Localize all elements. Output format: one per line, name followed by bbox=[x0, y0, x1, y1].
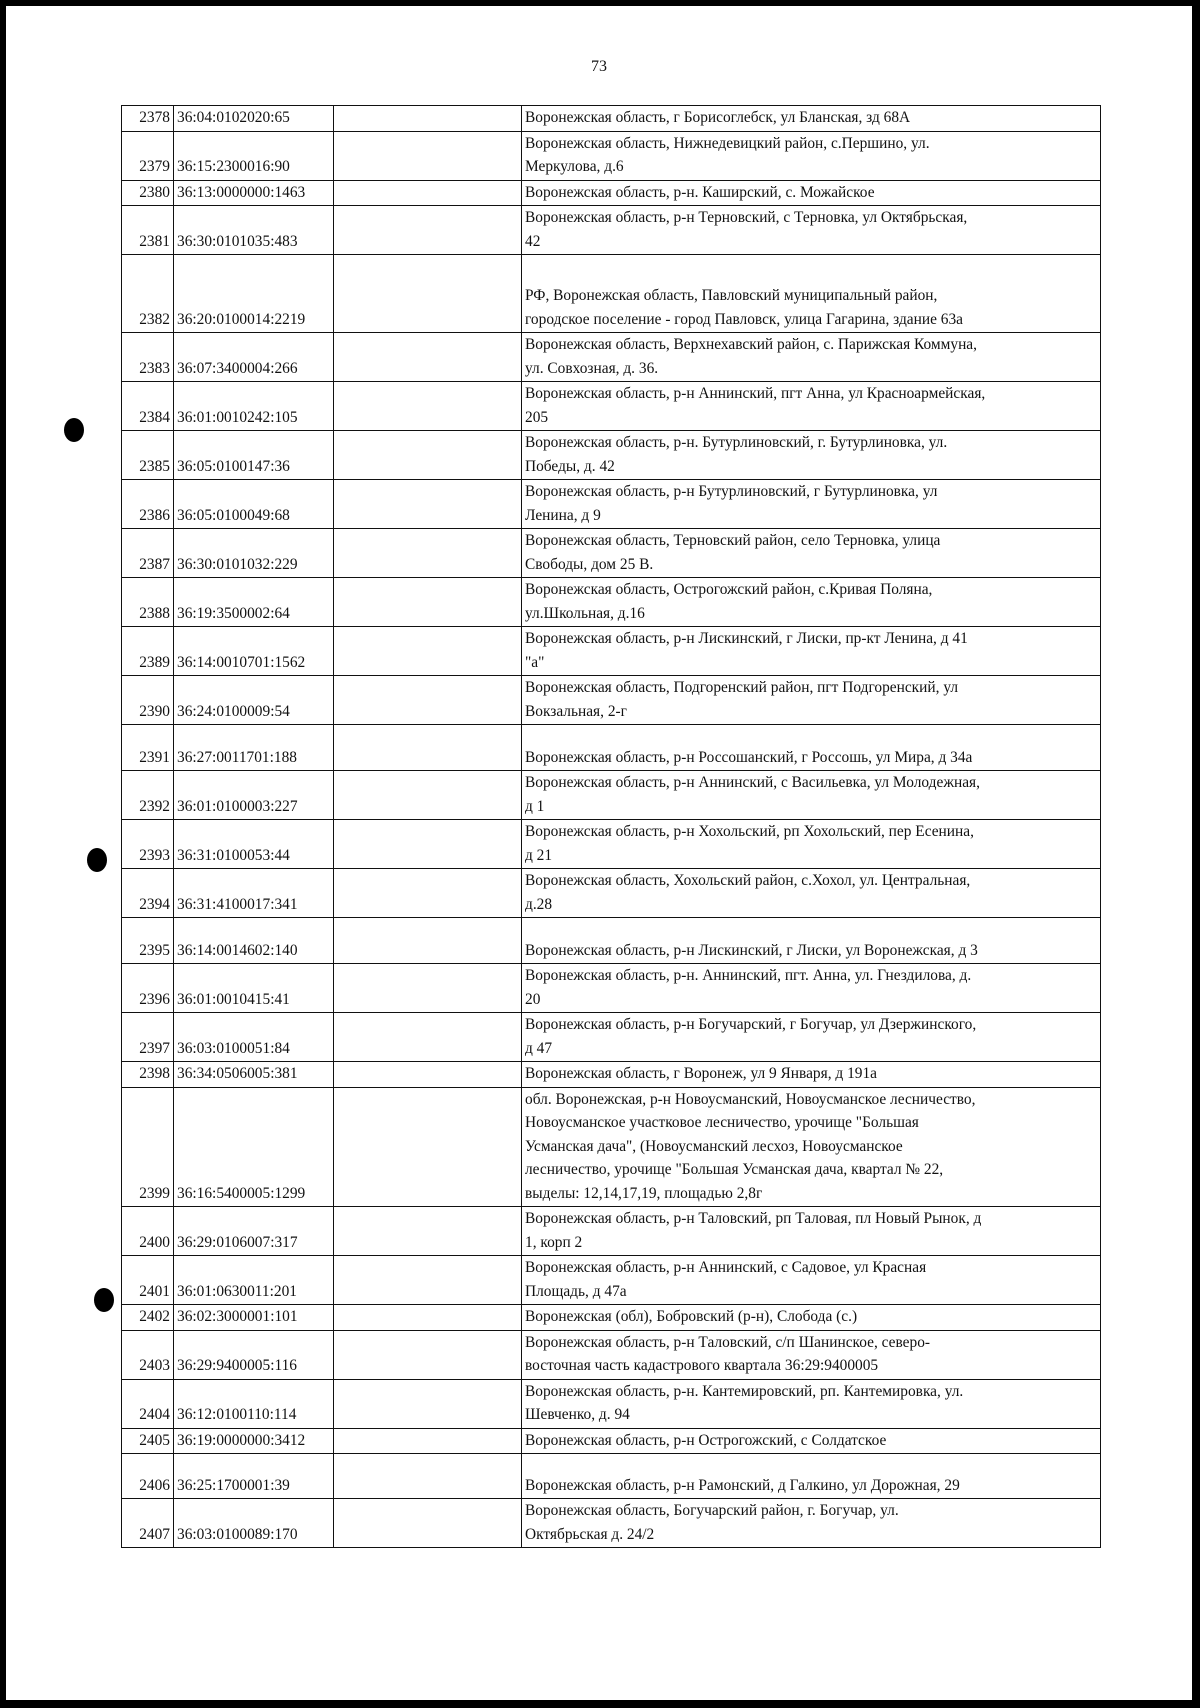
empty-cell bbox=[334, 529, 522, 578]
row-number-cell: 2407 bbox=[122, 1499, 174, 1548]
table-row bbox=[122, 676, 1101, 725]
empty-cell bbox=[334, 480, 522, 529]
address-cell: Воронежская область, р-н. Кантемировский, рп. Кантемировка, ул. Шевченко, д. 94 bbox=[522, 1379, 1101, 1428]
empty-cell bbox=[334, 725, 522, 771]
cadastral-number-cell: 36:31:0100053:44 bbox=[174, 820, 334, 869]
cadastral-number-cell: 36:04:0102020:65 bbox=[174, 106, 334, 132]
table-row bbox=[122, 627, 1101, 676]
cadastral-number-cell: 36:19:3500002:64 bbox=[174, 578, 334, 627]
row-number-cell: 2401 bbox=[122, 1256, 174, 1305]
row-number-cell: 2382 bbox=[122, 255, 174, 333]
address-cell: Воронежская область, Острогожский район, с.Кривая Поляна, ул.Школьная, д.16 bbox=[522, 578, 1101, 627]
cadastral-number-cell: 36:30:0101035:483 bbox=[174, 206, 334, 255]
empty-cell bbox=[334, 1013, 522, 1062]
row-number-cell: 2384 bbox=[122, 382, 174, 431]
cadastral-number-cell: 36:34:0506005:381 bbox=[174, 1062, 334, 1088]
table-row bbox=[122, 1330, 1101, 1379]
cadastral-number-cell: 36:01:0010415:41 bbox=[174, 964, 334, 1013]
row-number-cell: 2383 bbox=[122, 333, 174, 382]
row-number-cell: 2386 bbox=[122, 480, 174, 529]
address-cell: Воронежская область, р-н Острогожский, с Солдатское bbox=[522, 1428, 1101, 1454]
cadastral-number-cell: 36:20:0100014:2219 bbox=[174, 255, 334, 333]
empty-cell bbox=[334, 1330, 522, 1379]
table-row bbox=[122, 1087, 1101, 1207]
row-number-cell: 2393 bbox=[122, 820, 174, 869]
address-cell: Воронежская область, Терновский район, село Терновка, улица Свободы, дом 25 В. bbox=[522, 529, 1101, 578]
row-number-cell: 2404 bbox=[122, 1379, 174, 1428]
address-cell: Воронежская область, р-н Лискинский, г Лиски, пр-кт Ленина, д 41 "а" bbox=[522, 627, 1101, 676]
table-row bbox=[122, 1379, 1101, 1428]
punch-hole-mark bbox=[64, 418, 84, 442]
row-number-cell: 2385 bbox=[122, 431, 174, 480]
punch-hole-mark bbox=[94, 1288, 114, 1312]
table-row bbox=[122, 725, 1101, 771]
empty-cell bbox=[334, 918, 522, 964]
empty-cell bbox=[334, 964, 522, 1013]
table-row bbox=[122, 431, 1101, 480]
address-cell: Воронежская область, р-н. Каширский, с. Можайское bbox=[522, 180, 1101, 206]
address-cell: Воронежская область, р-н Аннинский, с Васильевка, ул Молодежная, д 1 bbox=[522, 771, 1101, 820]
table-row bbox=[122, 180, 1101, 206]
table-row bbox=[122, 1013, 1101, 1062]
address-cell: Воронежская (обл), Бобровский (р-н), Слобода (с.) bbox=[522, 1305, 1101, 1331]
table-row bbox=[122, 106, 1101, 132]
table-row bbox=[122, 480, 1101, 529]
punch-hole-mark bbox=[87, 848, 107, 872]
empty-cell bbox=[334, 627, 522, 676]
empty-cell bbox=[334, 1499, 522, 1548]
table-row bbox=[122, 333, 1101, 382]
table-row bbox=[122, 771, 1101, 820]
empty-cell bbox=[334, 820, 522, 869]
empty-cell bbox=[334, 869, 522, 918]
empty-cell bbox=[334, 1087, 522, 1207]
cadastral-number-cell: 36:27:0011701:188 bbox=[174, 725, 334, 771]
table-row bbox=[122, 869, 1101, 918]
empty-cell bbox=[334, 1305, 522, 1331]
empty-cell bbox=[334, 1454, 522, 1499]
empty-cell bbox=[334, 255, 522, 333]
cadastral-number-cell: 36:03:0100089:170 bbox=[174, 1499, 334, 1548]
property-registry-table bbox=[121, 105, 1101, 1548]
cadastral-number-cell: 36:13:0000000:1463 bbox=[174, 180, 334, 206]
cadastral-number-cell: 36:31:4100017:341 bbox=[174, 869, 334, 918]
cadastral-number-cell: 36:12:0100110:114 bbox=[174, 1379, 334, 1428]
address-cell: Воронежская область, р-н Аннинский, с Садовое, ул Красная Площадь, д 47а bbox=[522, 1256, 1101, 1305]
address-cell: Воронежская область, р-н Терновский, с Терновка, ул Октябрьская, 42 bbox=[522, 206, 1101, 255]
address-cell: Воронежская область, Хохольский район, с.Хохол, ул. Центральная, д.28 bbox=[522, 869, 1101, 918]
cadastral-number-cell: 36:16:5400005:1299 bbox=[174, 1087, 334, 1207]
address-cell: обл. Воронежская, р-н Новоусманский, Новоусманское лесничество, Новоусманское участковое лесничество, урочище "Большая Усманская дача", (Новоусманский лесхоз, Новоусманское лесничество, урочище "Большая Усманская дача, квартал № 22, выделы: 12,14,17,19, площадью 2,8г bbox=[522, 1087, 1101, 1207]
table-row bbox=[122, 578, 1101, 627]
page-number: 73 bbox=[591, 58, 607, 75]
address-cell: Воронежская область, р-н Богучарский, г Богучар, ул Дзержинского, д 47 bbox=[522, 1013, 1101, 1062]
address-cell: Воронежская область, г Воронеж, ул 9 Января, д 191а bbox=[522, 1062, 1101, 1088]
address-cell: Воронежская область, р-н Лискинский, г Лиски, ул Воронежская, д 3 bbox=[522, 918, 1101, 964]
cadastral-number-cell: 36:01:0100003:227 bbox=[174, 771, 334, 820]
cadastral-number-cell: 36:14:0014602:140 bbox=[174, 918, 334, 964]
row-number-cell: 2381 bbox=[122, 206, 174, 255]
address-cell: Воронежская область, р-н Россошанский, г Россошь, ул Мира, д 34а bbox=[522, 725, 1101, 771]
address-cell: РФ, Воронежская область, Павловский муниципальный район, городское поселение - город Павловск, улица Гагарина, здание 63а bbox=[522, 255, 1101, 333]
cadastral-number-cell: 36:14:0010701:1562 bbox=[174, 627, 334, 676]
address-cell: Воронежская область, р-н Таловский, с/п Шанинское, северо- восточная часть кадастрового квартала 36:29:9400005 bbox=[522, 1330, 1101, 1379]
cadastral-number-cell: 36:03:0100051:84 bbox=[174, 1013, 334, 1062]
empty-cell bbox=[334, 1256, 522, 1305]
table-row bbox=[122, 382, 1101, 431]
cadastral-number-cell: 36:25:1700001:39 bbox=[174, 1454, 334, 1499]
row-number-cell: 2387 bbox=[122, 529, 174, 578]
address-cell: Воронежская область, Подгоренский район, пгт Подгоренский, ул Вокзальная, 2-г bbox=[522, 676, 1101, 725]
table-row bbox=[122, 1207, 1101, 1256]
address-cell: Воронежская область, р-н. Бутурлиновский, г. Бутурлиновка, ул. Победы, д. 42 bbox=[522, 431, 1101, 480]
table-row bbox=[122, 918, 1101, 964]
cadastral-number-cell: 36:05:0100147:36 bbox=[174, 431, 334, 480]
empty-cell bbox=[334, 206, 522, 255]
row-number-cell: 2399 bbox=[122, 1087, 174, 1207]
table-row bbox=[122, 1428, 1101, 1454]
empty-cell bbox=[334, 1062, 522, 1088]
address-cell: Воронежская область, Богучарский район, г. Богучар, ул. Октябрьская д. 24/2 bbox=[522, 1499, 1101, 1548]
row-number-cell: 2379 bbox=[122, 131, 174, 180]
table-row bbox=[122, 255, 1101, 333]
address-cell: Воронежская область, р-н Аннинский, пгт Анна, ул Красноармейская, 205 bbox=[522, 382, 1101, 431]
address-cell: Воронежская область, р-н Таловский, рп Таловая, пл Новый Рынок, д 1, корп 2 bbox=[522, 1207, 1101, 1256]
address-cell: Воронежская область, Нижнедевицкий район, с.Першино, ул. Меркулова, д.6 bbox=[522, 131, 1101, 180]
address-cell: Воронежская область, г Борисоглебск, ул Бланская, зд 68А bbox=[522, 106, 1101, 132]
cadastral-number-cell: 36:19:0000000:3412 bbox=[174, 1428, 334, 1454]
row-number-cell: 2398 bbox=[122, 1062, 174, 1088]
row-number-cell: 2400 bbox=[122, 1207, 174, 1256]
cadastral-number-cell: 36:01:0010242:105 bbox=[174, 382, 334, 431]
row-number-cell: 2405 bbox=[122, 1428, 174, 1454]
empty-cell bbox=[334, 578, 522, 627]
table-row bbox=[122, 1454, 1101, 1499]
cadastral-number-cell: 36:05:0100049:68 bbox=[174, 480, 334, 529]
address-cell: Воронежская область, р-н Рамонский, д Галкино, ул Дорожная, 29 bbox=[522, 1454, 1101, 1499]
table-row bbox=[122, 820, 1101, 869]
cadastral-number-cell: 36:29:9400005:116 bbox=[174, 1330, 334, 1379]
row-number-cell: 2392 bbox=[122, 771, 174, 820]
empty-cell bbox=[334, 131, 522, 180]
row-number-cell: 2396 bbox=[122, 964, 174, 1013]
row-number-cell: 2388 bbox=[122, 578, 174, 627]
cadastral-number-cell: 36:07:3400004:266 bbox=[174, 333, 334, 382]
cadastral-number-cell: 36:24:0100009:54 bbox=[174, 676, 334, 725]
table-row bbox=[122, 529, 1101, 578]
address-cell: Воронежская область, Верхнехавский район, с. Парижская Коммуна, ул. Совхозная, д. 36. bbox=[522, 333, 1101, 382]
empty-cell bbox=[334, 1379, 522, 1428]
row-number-cell: 2406 bbox=[122, 1454, 174, 1499]
empty-cell bbox=[334, 333, 522, 382]
table-row bbox=[122, 1499, 1101, 1548]
table-row bbox=[122, 1062, 1101, 1088]
address-cell: Воронежская область, р-н Хохольский, рп Хохольский, пер Есенина, д 21 bbox=[522, 820, 1101, 869]
address-cell: Воронежская область, р-н Бутурлиновский, г Бутурлиновка, ул Ленина, д 9 bbox=[522, 480, 1101, 529]
row-number-cell: 2403 bbox=[122, 1330, 174, 1379]
table-row bbox=[122, 1256, 1101, 1305]
empty-cell bbox=[334, 382, 522, 431]
empty-cell bbox=[334, 180, 522, 206]
cadastral-number-cell: 36:29:0106007:317 bbox=[174, 1207, 334, 1256]
empty-cell bbox=[334, 676, 522, 725]
cadastral-number-cell: 36:15:2300016:90 bbox=[174, 131, 334, 180]
empty-cell bbox=[334, 1428, 522, 1454]
registry-body bbox=[122, 106, 1101, 1548]
row-number-cell: 2395 bbox=[122, 918, 174, 964]
empty-cell bbox=[334, 431, 522, 480]
table-row bbox=[122, 964, 1101, 1013]
empty-cell bbox=[334, 106, 522, 132]
cadastral-number-cell: 36:01:0630011:201 bbox=[174, 1256, 334, 1305]
row-number-cell: 2390 bbox=[122, 676, 174, 725]
row-number-cell: 2391 bbox=[122, 725, 174, 771]
address-cell: Воронежская область, р-н. Аннинский, пгт. Анна, ул. Гнездилова, д. 20 bbox=[522, 964, 1101, 1013]
table-row bbox=[122, 1305, 1101, 1331]
row-number-cell: 2380 bbox=[122, 180, 174, 206]
empty-cell bbox=[334, 771, 522, 820]
row-number-cell: 2402 bbox=[122, 1305, 174, 1331]
cadastral-number-cell: 36:02:3000001:101 bbox=[174, 1305, 334, 1331]
table-row bbox=[122, 206, 1101, 255]
cadastral-number-cell: 36:30:0101032:229 bbox=[174, 529, 334, 578]
document-page bbox=[6, 6, 1192, 1700]
row-number-cell: 2389 bbox=[122, 627, 174, 676]
row-number-cell: 2378 bbox=[122, 106, 174, 132]
table-row bbox=[122, 131, 1101, 180]
row-number-cell: 2394 bbox=[122, 869, 174, 918]
empty-cell bbox=[334, 1207, 522, 1256]
row-number-cell: 2397 bbox=[122, 1013, 174, 1062]
